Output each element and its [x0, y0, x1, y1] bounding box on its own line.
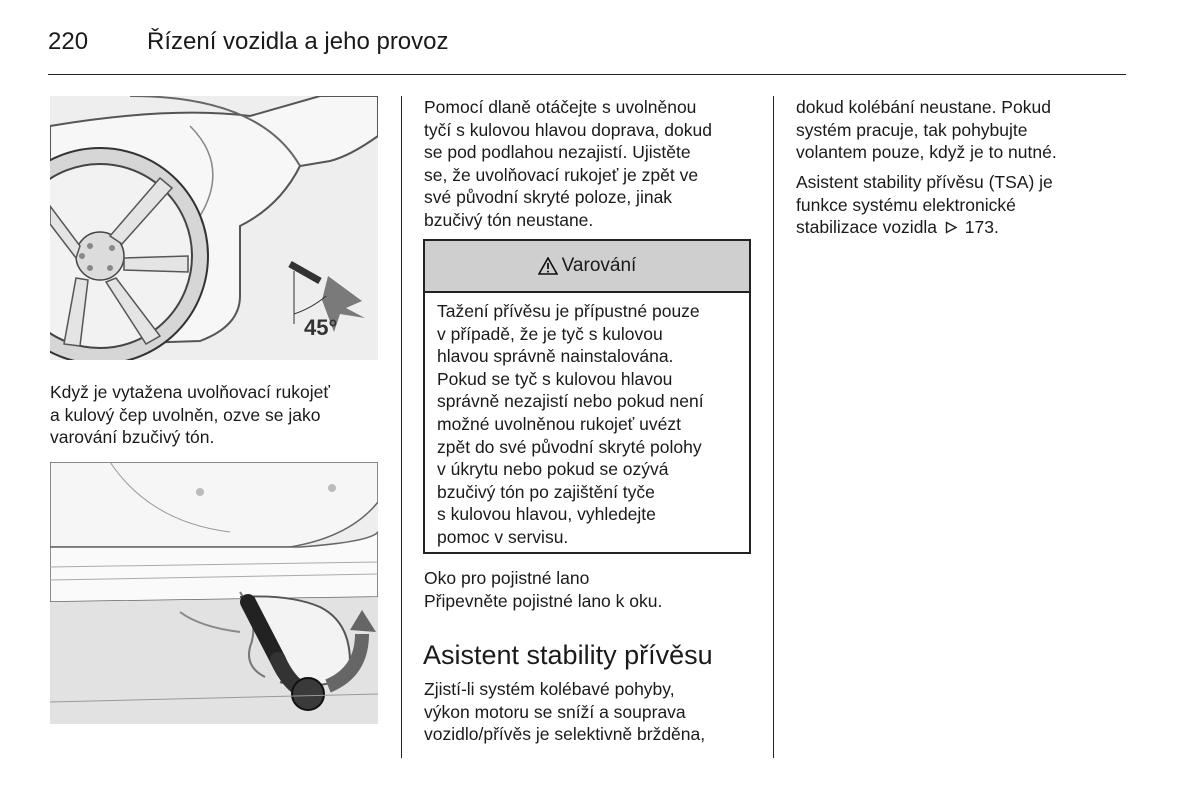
text-line: stabilizace vozidla: [796, 217, 938, 237]
text-line: a kulový čep uvolněn, ozve se jako: [50, 404, 321, 425]
text-line: Zjistí-li systém kolébavé pohyby,: [424, 679, 675, 699]
text-line: své původní skryté poloze, jinak: [424, 187, 673, 207]
col2-paragraph-2: [424, 678, 705, 746]
text-line: Pokud se tyč s kulovou hlavou: [437, 368, 673, 389]
text-line: bzučivý tón po zajištění tyče: [437, 481, 655, 502]
angle-label: 45°: [304, 315, 338, 340]
warning-header: [425, 241, 749, 293]
text-line: funkce systému elektronické: [796, 194, 1016, 215]
text-line: v úkrytu nebo pokud se ozývá: [437, 459, 669, 480]
subheading-text: Připevněte pojistné lano k oku.: [424, 591, 663, 611]
page-reference[interactable]: 173.: [964, 217, 999, 237]
text-line: výkon motoru se sníží a souprava: [424, 701, 686, 722]
text-line: Tažení přívěsu je přípustné pouze: [437, 301, 700, 321]
subheading: Oko pro pojistné lano: [424, 568, 590, 588]
text-line: s kulovou hlavou, vyhledejte: [437, 504, 656, 525]
text-line: v případě, že je tyč s kulovou: [437, 323, 663, 344]
warning-body: [437, 300, 704, 549]
text-line: správně nezajistí nebo pokud není: [437, 391, 704, 412]
safety-cable-section: [424, 568, 662, 612]
text-line: varování bzučivý tón.: [50, 427, 215, 447]
column-divider-1: [401, 96, 402, 758]
section-heading: Asistent stability přívěsu: [423, 640, 713, 670]
text-line: pomoc v servisu.: [437, 526, 569, 547]
text-line: se pod podlahou nezajistí. Ujistěte: [424, 142, 691, 162]
text-line: volantem pouze, když je to nutné.: [796, 142, 1057, 162]
warning-box: [423, 239, 751, 554]
text-line: dokud kolébání neustane. Pokud: [796, 97, 1051, 117]
text-line: Když je vytažena uvolňovací rukojeť: [50, 382, 330, 402]
col3-paragraph-1: [796, 96, 1057, 164]
col1-paragraph: [50, 381, 330, 449]
col3-paragraph-2: [796, 171, 1053, 239]
text-line: zpět do své původní skryté polohy: [437, 436, 702, 457]
col2-paragraph-1: [424, 96, 712, 231]
warning-title: Varování: [561, 255, 637, 276]
page-title: Řízení vozidla a jeho provoz: [147, 28, 449, 55]
text-line: Asistent stability přívěsu (TSA) je: [796, 172, 1053, 192]
text-line: možné uvolněnou rukojeť uvézt: [437, 413, 681, 434]
figure-towbar-rotation: [50, 462, 378, 724]
text-line: hlavou správně nainstalována.: [437, 346, 674, 367]
text-line: systém pracuje, tak pohybujte: [796, 119, 1028, 140]
warning-triangle-icon: [538, 257, 558, 275]
column-divider-2: [773, 96, 774, 758]
text-line: tyčí s kulovou hlavou doprava, dokud: [424, 119, 712, 140]
page-reference-arrow-icon: [945, 221, 958, 234]
page-number: 220: [48, 28, 89, 55]
figure-wheel-release: [50, 96, 378, 360]
text-line: bzučivý tón neustane.: [424, 209, 594, 230]
text-line: vozidlo/přívěs je selektivně bržděna,: [424, 724, 706, 744]
text-line: Pomocí dlaně otáčejte s uvolněnou: [424, 97, 697, 117]
header-rule: [48, 74, 1126, 75]
text-line: se, že uvolňovací rukojeť je zpět ve: [424, 164, 699, 185]
